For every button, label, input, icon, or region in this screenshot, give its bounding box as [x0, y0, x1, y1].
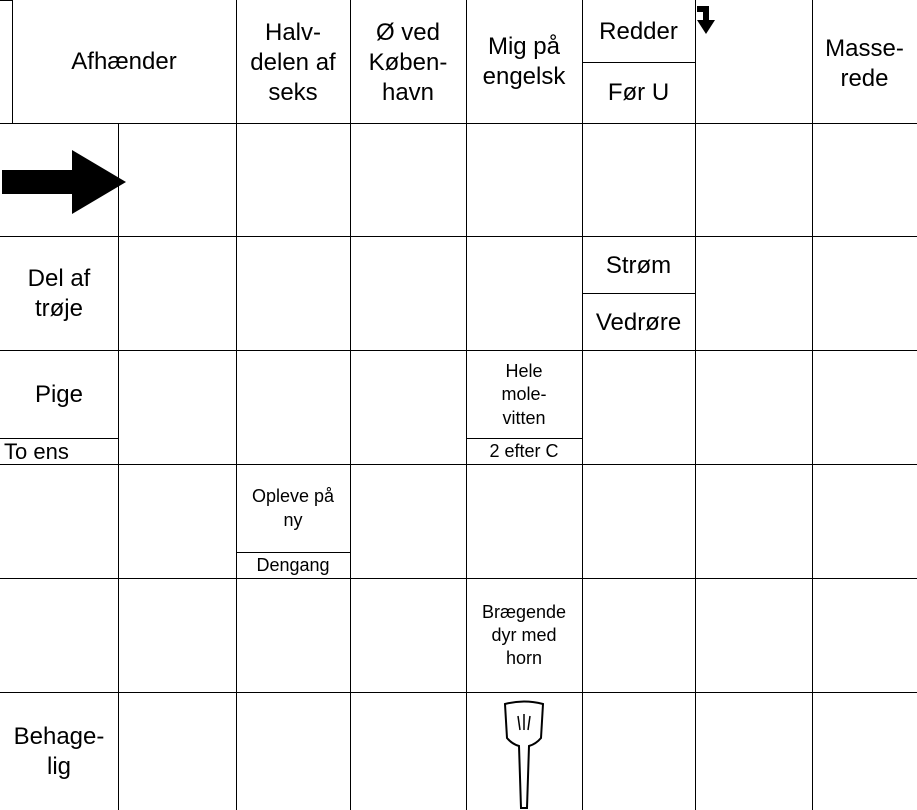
- grid-line: [695, 0, 696, 810]
- clue-pige: Pige: [34, 380, 84, 408]
- clue-divider: [582, 62, 695, 63]
- clue-oe-ved-koebenhavn: Ø ved Køben- havn: [368, 18, 448, 106]
- grid-line: [0, 236, 917, 237]
- clue-del-af-troeje: Del af trøje: [27, 264, 91, 322]
- clue-to-ens: To ens: [4, 439, 69, 464]
- right-arrow-icon: [0, 150, 130, 214]
- answer-cell[interactable]: [351, 124, 466, 236]
- clue-2-efter-c: 2 efter C: [489, 441, 559, 461]
- grid-line: [0, 350, 917, 351]
- answer-cell[interactable]: [119, 124, 236, 236]
- grid-line: [0, 578, 917, 579]
- grid-line: [0, 692, 917, 693]
- answer-cell[interactable]: [813, 124, 917, 236]
- clue-braegende-dyr: Brægende dyr med horn: [481, 601, 567, 669]
- answer-cell[interactable]: [467, 124, 582, 236]
- grid-line: [0, 464, 917, 465]
- clue-afhaender: Afhænder: [71, 47, 177, 75]
- answer-cell[interactable]: [237, 124, 350, 236]
- clue-dengang: Dengang: [256, 555, 330, 575]
- clue-stroem: Strøm: [605, 251, 672, 279]
- clue-divider: [582, 293, 695, 294]
- clue-foer-u: Før U: [607, 79, 670, 106]
- clue-opleve-paa-ny: Opleve på ny: [251, 486, 335, 530]
- spatula-icon: [498, 700, 550, 810]
- clue-massereder: Masse- rede: [825, 34, 904, 92]
- answer-cell[interactable]: [696, 124, 812, 236]
- clue-redder: Redder: [599, 18, 678, 45]
- clue-mig-paa-engelsk: Mig på engelsk: [482, 32, 566, 90]
- answer-cell[interactable]: [583, 124, 695, 236]
- clue-halvdelen-af-seks: Halv- delen af seks: [250, 18, 336, 106]
- down-turn-arrow-icon: [695, 0, 719, 40]
- clue-vedroere: Vedrøre: [595, 309, 682, 336]
- clue-behagelig: Behage- lig: [13, 722, 105, 780]
- grid-line: [0, 0, 12, 1]
- clue-hele-molevitten: Hele mole- vitten: [501, 361, 547, 428]
